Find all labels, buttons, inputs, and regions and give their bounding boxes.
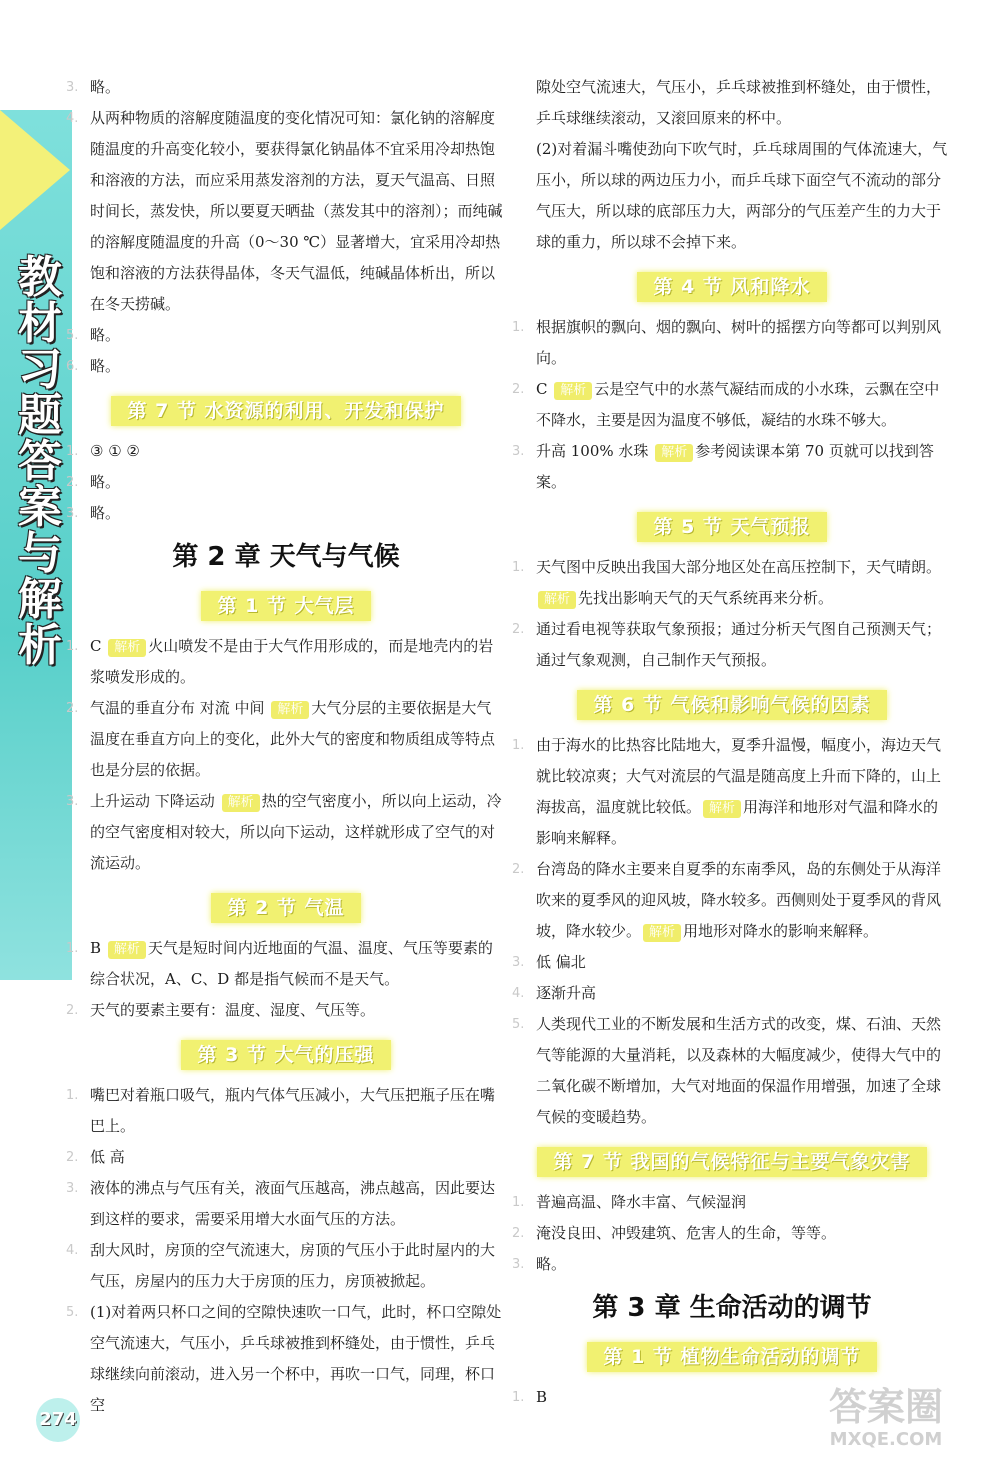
analysis-badge: 解析	[222, 794, 260, 812]
answer-text: 隙处空气流速大，气压小，乒乓球被推到杯缝处，由于惯性，乒乓球继续滚动，又滚回原来的杯中。	[536, 78, 942, 127]
answer-item	[66, 103, 506, 320]
answer-text: 液体的沸点与气压有关，液面气压越高，沸点越高，因此要达到这样的要求，需要采用增大水面气压的方法。	[90, 1179, 496, 1228]
answer-text: 低 偏北	[536, 953, 586, 971]
analysis-badge: 解析	[108, 941, 146, 959]
section-heading	[512, 1147, 952, 1177]
answer-item	[66, 467, 506, 498]
answer-item	[66, 1142, 506, 1173]
answer-number: 4.	[66, 111, 79, 126]
answer-item	[512, 374, 952, 436]
answer-text: 略。	[90, 326, 121, 344]
analysis-badge: 解析	[108, 639, 146, 657]
section-title: 第 7 节 我国的气候特征与主要气象灾害	[537, 1147, 926, 1177]
answer-text: 嘴巴对着瓶口吸气，瓶内气体气压减小，大气压把瓶子压在嘴巴上。	[90, 1086, 496, 1135]
answer-item	[66, 786, 506, 879]
answer-text: ③ ① ②	[90, 442, 140, 460]
section-title: 第 2 节 气温	[211, 893, 360, 923]
answer-text: 热的空气密度小，所以向上运动，冷的空气密度相对较大，所以向下运动，这样就形成了空气的对流运动。	[90, 792, 502, 872]
section-title: 第 7 节 水资源的利用、开发和保护	[111, 396, 460, 426]
answer-number: 1.	[66, 639, 79, 654]
answer-item	[512, 854, 952, 947]
right-column	[512, 72, 952, 1413]
left-column	[66, 72, 506, 1421]
section-title: 第 6 节 气候和影响气候的因素	[577, 690, 886, 720]
answer-text: 云是空气中的水蒸气凝结而成的小水珠，云飘在空中不降水，主要是因为温度不够低，凝结的水珠不够大。	[536, 380, 940, 429]
answer-text: 台湾岛的降水主要来自夏季的东南季风，岛的东侧处于从海洋吹来的夏季风的迎风坡，降水较多。西侧则处于夏季风的背风坡，降水较少。	[536, 860, 942, 940]
answer-item	[66, 693, 506, 786]
answer-key: 上升运动 下降运动	[90, 792, 215, 810]
answer-text: 淹没良田、冲毁建筑、危害人的生命，等等。	[536, 1224, 837, 1242]
section-heading	[512, 1342, 952, 1372]
answer-number: 3.	[512, 955, 525, 970]
answer-text: 天气是短时间内近地面的气温、温度、气压等要素的综合状况，A、C、D 都是指气候而不是天气。	[90, 939, 493, 988]
answer-number: 1.	[512, 1390, 525, 1405]
answer-text: 大气分层的主要依据是大气温度在垂直方向上的变化，此外大气的密度和物质组成等特点也是分层的依据。	[90, 699, 496, 779]
answer-item	[512, 614, 952, 676]
answer-key: B	[90, 939, 102, 957]
answer-item	[512, 72, 952, 134]
answer-number: 5.	[512, 1017, 525, 1032]
answer-item	[66, 1080, 506, 1142]
answer-number: 6.	[66, 359, 79, 374]
section-heading	[512, 272, 952, 302]
answer-number: 3.	[512, 444, 525, 459]
answer-text: 略。	[90, 78, 121, 96]
answer-text: 低 高	[90, 1148, 125, 1166]
answer-item	[66, 1173, 506, 1235]
answer-item	[512, 1009, 952, 1133]
section-title: 第 1 节 大气层	[201, 591, 370, 621]
answer-text: 刮大风时，房顶的空气流速大，房顶的气压小于此时屋内的大气压，房屋内的压力大于房顶的压力，房顶被掀起。	[90, 1241, 496, 1290]
answer-item	[66, 436, 506, 467]
answer-item	[512, 730, 952, 854]
analysis-badge: 解析	[703, 800, 741, 818]
answer-key: 气温的垂直分布 对流 中间	[90, 699, 265, 717]
section-heading	[512, 690, 952, 720]
answer-item	[66, 351, 506, 382]
answer-number: 5.	[66, 1305, 79, 1320]
answer-item	[512, 947, 952, 978]
answer-text: 根据旗帜的飘向、烟的飘向、树叶的摇摆方向等都可以判别风向。	[536, 318, 942, 367]
page-number: 274	[36, 1398, 80, 1442]
chapter-title: 第 3 章 生命活动的调节	[592, 1293, 872, 1323]
answer-text: 先找出影响天气的天气系统再来分析。	[578, 589, 834, 607]
section-heading	[512, 512, 952, 542]
answer-item	[512, 134, 952, 258]
answer-number: 4.	[66, 1243, 79, 1258]
answer-text: 通过看电视等获取气象预报；通过分析天气图自己预测天气；通过气象观测，自己制作天气预报。	[536, 620, 942, 669]
answer-text: 火山喷发不是由于大气作用形成的，而是地壳内的岩浆喷发形成的。	[90, 637, 494, 686]
side-title: 教材习题答案与解析	[18, 252, 62, 671]
analysis-badge: 解析	[271, 701, 309, 719]
analysis-badge: 解析	[538, 591, 576, 609]
answer-number: 2.	[512, 1226, 525, 1241]
answer-number: 1.	[512, 560, 525, 575]
section-title: 第 1 节 植物生命活动的调节	[587, 1342, 876, 1372]
answer-text: B	[536, 1388, 548, 1406]
answer-number: 1.	[66, 941, 79, 956]
answer-number: 5.	[66, 328, 79, 343]
side-arrow-decoration	[0, 110, 70, 230]
answer-number: 2.	[512, 382, 525, 397]
section-heading	[66, 1040, 506, 1070]
answer-item	[512, 1187, 952, 1218]
answer-item	[66, 933, 506, 995]
chapter-title: 第 2 章 天气与气候	[172, 542, 400, 572]
answer-text: 略。	[90, 357, 121, 375]
answer-key: C	[536, 380, 548, 398]
watermark-logo	[786, 1385, 986, 1455]
section-title: 第 3 节 大气的压强	[181, 1040, 390, 1070]
answer-number: 1.	[512, 1195, 525, 1210]
answer-item	[512, 1218, 952, 1249]
answer-number: 3.	[66, 80, 79, 95]
answer-item	[512, 436, 952, 498]
answer-item	[66, 1297, 506, 1421]
answer-number: 2.	[512, 862, 525, 877]
section-title: 第 5 节 天气预报	[637, 512, 826, 542]
answer-item	[66, 498, 506, 529]
answer-number: 4.	[512, 986, 525, 1001]
watermark-top: 答案圈	[828, 1385, 943, 1429]
analysis-text: 用地形对降水的影响来解释。	[683, 922, 879, 940]
answer-text: 参考阅读课本第 70 页就可以找到答案。	[536, 442, 934, 491]
answer-number: 2.	[66, 1003, 79, 1018]
answer-number: 1.	[66, 1088, 79, 1103]
analysis-badge: 解析	[655, 444, 693, 462]
answer-number: 2.	[66, 475, 79, 490]
answer-number: 2.	[66, 701, 79, 716]
answer-text: (2)对着漏斗嘴使劲向下吹气时，乒乓球周围的气体流速大，气压小，所以球的两边压力小，而乒乓球下面空气不流动的部分气压大，所以球的底部压力大，两部分的气压差产生的力大于球的重力，所以球不会掉下来。	[536, 140, 948, 251]
answer-key: 升高 100% 水珠	[536, 442, 649, 460]
analysis-badge: 解析	[643, 924, 681, 942]
section-title: 第 4 节 风和降水	[637, 272, 826, 302]
answer-item	[66, 631, 506, 693]
section-heading	[66, 396, 506, 426]
answer-number: 1.	[512, 320, 525, 335]
answer-number: 1.	[512, 738, 525, 753]
answer-key: C	[90, 637, 102, 655]
answer-number: 3.	[512, 1257, 525, 1272]
section-heading	[66, 591, 506, 621]
answer-item	[66, 320, 506, 351]
answer-number: 2.	[512, 622, 525, 637]
answer-text: (1)对着两只杯口之间的空隙快速吹一口气，此时，杯口空隙处空气流速大，气压小，乒乓球被推到杯缝处，由于惯性，乒乓球继续向前滚动，进入另一个杯中，再吹一口气，同理，杯口空	[90, 1303, 502, 1414]
watermark-bottom: MXQE.COM	[829, 1429, 943, 1450]
answer-text: 略。	[536, 1255, 567, 1273]
answer-item	[512, 978, 952, 1009]
answer-item	[512, 312, 952, 374]
analysis-text: 用海洋和地形对气温和降水的影响来解释。	[536, 798, 939, 847]
answer-number: 1.	[66, 444, 79, 459]
answer-text: 略。	[90, 473, 121, 491]
answer-text: 天气图中反映出我国大部分地区处在高压控制下，天气晴朗。	[536, 558, 942, 576]
analysis-badge: 解析	[554, 382, 592, 400]
answer-number: 2.	[66, 1150, 79, 1165]
section-heading	[66, 893, 506, 923]
answer-number: 3.	[66, 506, 79, 521]
answer-text: 从两种物质的溶解度随温度的变化情况可知：氯化钠的溶解度随温度的升高变化较小，要获得氯化钠晶体不宜采用冷却热饱和溶液的方法，而应采用蒸发溶剂的方法，夏天气温高、日照时间长，蒸发快，所以要夏天晒盐（蒸发其中的溶剂）；而纯碱的溶解度随温度的升高（0～30 ℃）显著增大，宜采用冷却热饱和溶液的方法获得晶体，冬天气温低，纯碱晶体析出，所以在冬天捞碱。	[90, 109, 503, 313]
answer-text: 天气的要素主要有：温度、湿度、气压等。	[90, 1001, 376, 1019]
answer-text: 略。	[90, 504, 121, 522]
answer-text: 普遍高温、降水丰富、气候湿润	[536, 1193, 747, 1211]
answer-item	[512, 1249, 952, 1280]
answer-item	[66, 1235, 506, 1297]
answer-item	[512, 552, 952, 583]
answer-item	[66, 72, 506, 103]
answer-text: 由于海水的比热容比陆地大，夏季升温慢，幅度小，海边天气就比较凉爽；大气对流层的气温是随高度上升而下降的，山上海拔高，温度就比较低。	[536, 736, 942, 816]
answer-number: 3.	[66, 1181, 79, 1196]
answer-text: 人类现代工业的不断发展和生活方式的改变，煤、石油、天然气等能源的大量消耗，以及森林的大幅度减少，使得大气中的二氧化碳不断增加，大气对地面的保温作用增强，加速了全球气候的变暖趋势。	[536, 1015, 942, 1126]
answer-number: 3.	[66, 794, 79, 809]
answer-item	[66, 995, 506, 1026]
answer-item	[512, 583, 952, 614]
answer-text: 逐渐升高	[536, 984, 597, 1002]
